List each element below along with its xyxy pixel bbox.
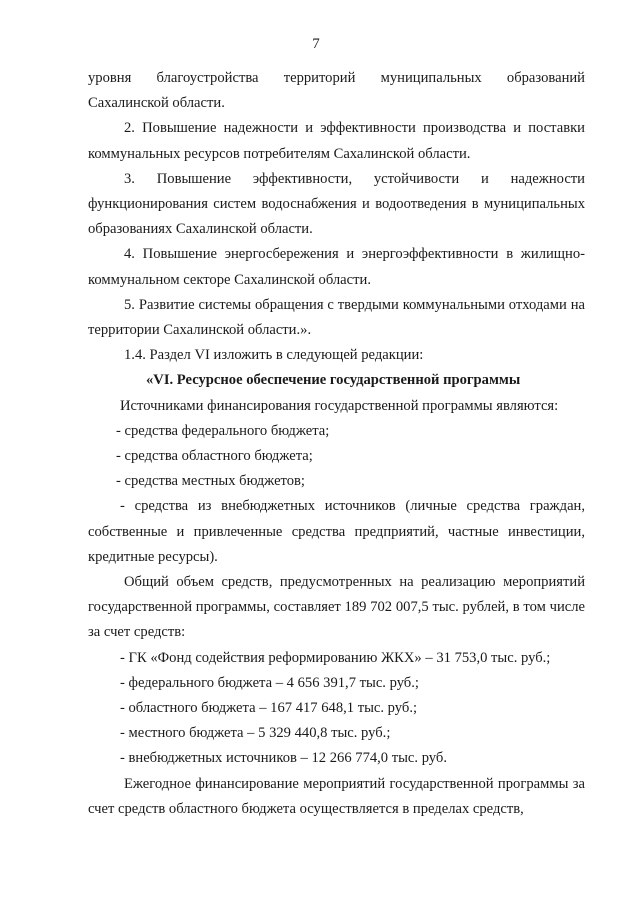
section-heading: «VI. Ресурсное обеспечение государственной программы — [146, 372, 521, 389]
paragraph-4: 4. Повышение энергосбережения и энергоэффективности в жилищно-коммунальном секторе Сахалинской области. — [88, 246, 585, 288]
funding-item: - местного бюджета – 5 329 440,8 тыс. руб.; — [120, 725, 391, 742]
source-item: - средства областного бюджета; — [116, 448, 313, 465]
paragraph-10: Ежегодное финансирование мероприятий государственной программы за счет средств областного бюджета осуществляется в пределах средств, — [88, 775, 585, 817]
paragraph-7: Источниками финансирования государственной программы являются: — [120, 397, 559, 414]
funding-item: - областного бюджета – 167 417 648,1 тыс. руб.; — [120, 700, 418, 717]
funding-item: - внебюджетных источников – 12 266 774,0 тыс. руб. — [120, 750, 447, 767]
paragraph-9: Общий объем средств, предусмотренных на реализацию мероприятий государственной программы, составляет 189 702 007,5 тыс. рублей, в том числе за счет средств: — [88, 574, 585, 641]
document-body — [88, 66, 585, 822]
paragraph-8: - средства из внебюджетных источников (личные средства граждан, собственные и привлеченные средства предприятий, частные инвестиции, кредитные ресурсы). — [88, 498, 585, 565]
source-item: - средства федерального бюджета; — [116, 422, 330, 439]
paragraph-5: 5. Развитие системы обращения с твердыми коммунальными отходами на территории Сахалинской области.». — [88, 296, 585, 339]
funding-item: - ГК «Фонд содействия реформированию ЖКХ» – 31 753,0 тыс. руб.; — [120, 649, 551, 666]
paragraph-1-line-2: Сахалинской области. — [88, 95, 225, 112]
source-item: - средства местных бюджетов; — [116, 473, 305, 490]
paragraph-1-line-1: уровня благоустройства территорий муниципальных образований — [88, 70, 585, 86]
paragraph-3: 3. Повышение эффективности, устойчивости и надежности функционирования систем водоснабжения и водоотведения в муниципальных образованиях Сахалинской области. — [88, 170, 585, 238]
page-number: 7 — [312, 36, 320, 52]
paragraph-6: 1.4. Раздел VI изложить в следующей редакции: — [124, 347, 424, 364]
funding-item: - федерального бюджета – 4 656 391,7 тыс. руб.; — [120, 674, 419, 691]
paragraph-2: 2. Повышение надежности и эффективности производства и поставки коммунальных ресурсов потребителям Сахалинской области. — [88, 120, 585, 162]
